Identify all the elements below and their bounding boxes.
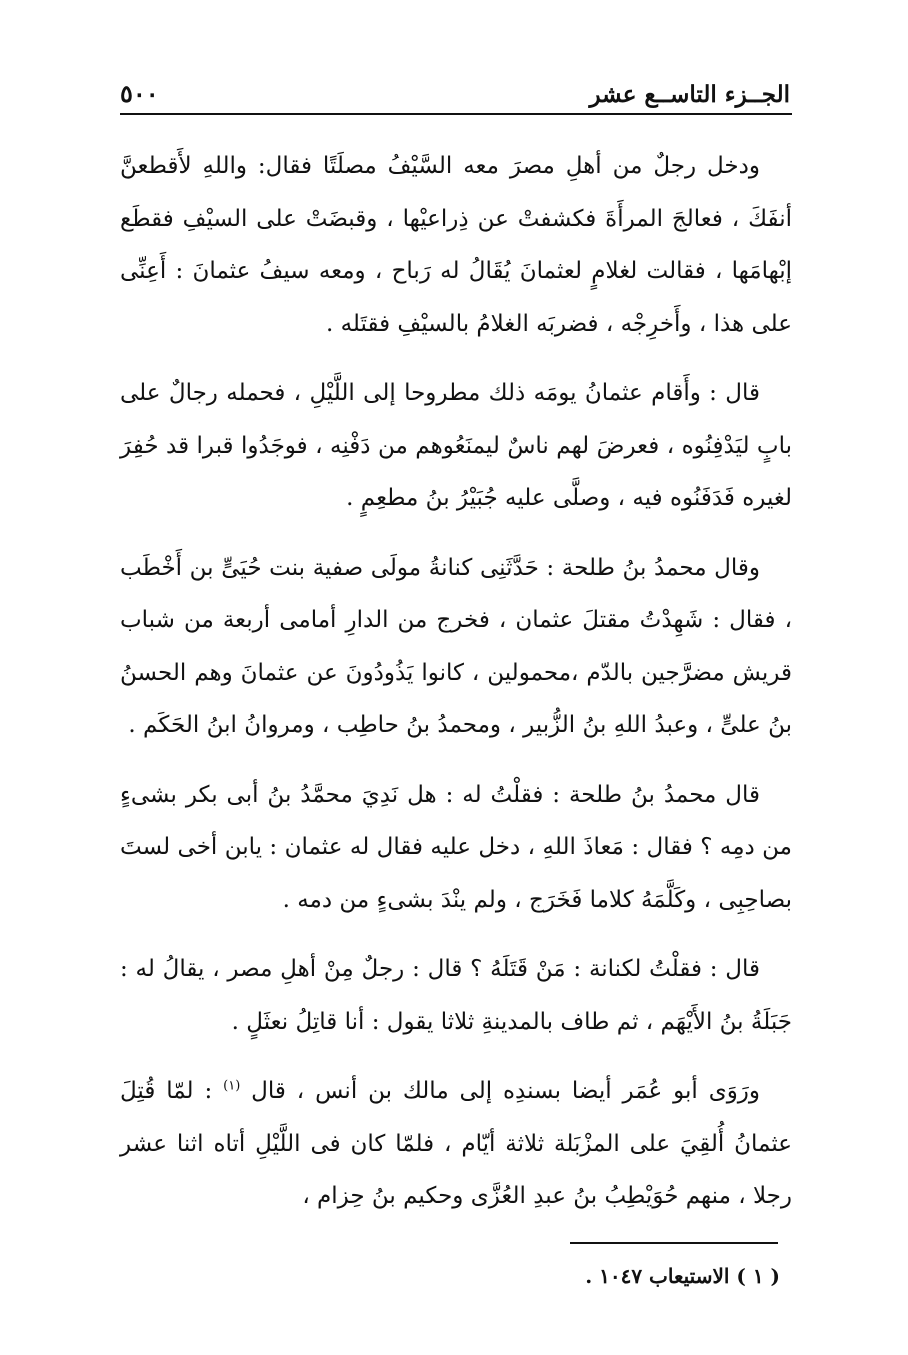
page-body: [120, 140, 792, 1223]
footnote-rule: [570, 1242, 778, 1244]
page-number: ٥٠٠: [120, 79, 159, 108]
footnote: ( ١ ) الاستيعاب ١٠٤٧ .: [585, 1264, 780, 1288]
running-title: الجــزء التاســع عشر: [589, 81, 790, 108]
paragraph: وقال محمدُ بنُ طلحة : حَدَّثَنِى كنانةُ مولَى صفية بنت حُيَىٍّ بن أَخْطَب ، فقال : شَهِدْتُ مقتلَ عثمان ، فخرج من الدارِ أمامى أربعة من شباب قريش مضرَّجين بالدّم ،محمولين ، كانوا يَذُودُونَ عن عثمانَ وهم الحسنُ بنُ علىٍّ ، وعبدُ اللهِ بنُ الزُّبير ، ومحمدُ بنُ حاطِب ، ومروانُ ابنُ الحَكَم .: [120, 554, 792, 738]
paragraph-text: : لمّا قُتِلَ عثمانُ أُلقِيَ على المزْبَلة ثلاثة أيّام ، فلمّا كان فى اللَّيْلِ أتاه اثنا عشر رجلا ، منهم حُوَيْطِبُ بنُ عبدِ العُزَّى وحكيم بنُ حِزام ،: [120, 1078, 792, 1209]
paragraph: قال محمدُ بنُ طلحة : فقلْتُ له : هل نَدِيَ محمَّدُ بنُ أبى بكر بشىءٍ من دمِه ؟ فقال : مَعاذَ اللهِ ، دخل عليه فقال له عثمان : يابن أخى لستَ بصاحِبِى ، وكَلَّمَهُ كلاما فَخَرَج ، ولم ينْدَ بشىءٍ من دمه .: [120, 781, 792, 913]
page-header: [120, 64, 790, 108]
paragraph: قال : وأَقام عثمانُ يومَه ذلك مطروحا إلى اللَّيْلِ ، فحمله رجالٌ على بابٍ ليَدْفِنُوه ، فعرضَ لهم ناسٌ ليمنَعُوهم من دَفْنِه ، فوجَدُوا قبرا قد حُفِرَ لغيره فَدَفَنُوه فيه ، وصلَّى عليه جُبَيْرُ بنُ مطعِمٍ .: [120, 380, 792, 511]
footnote-marker: (١): [223, 1078, 241, 1094]
paragraph: قال : فقلْتُ لكنانة : مَنْ قَتَلَهُ ؟ قال : رجلٌ مِنْ أهلِ مصر ، يقالُ له : جَبَلَةُ بنُ الأَيْهَم ، ثم طاف بالمدينةِ ثلاثا يقول : أنا قاتِلُ نعثَلٍ .: [120, 956, 792, 1035]
header-rule: [120, 113, 792, 115]
paragraph-text: ورَوَى أبو عُمَر أيضا بسندِه إلى مالك بن أنس ، قال: [251, 1078, 761, 1104]
paragraph-last: [120, 1065, 792, 1223]
paragraph: ودخل رجلٌ من أهلِ مصرَ معه السَّيْفُ مصلَتًا فقال: واللهِ لأَقطعنَّ أنفَكَ ، فعالجَ المرأَةَ فكشفتْ عن ذِراعيْها ، وقبضَتْ على السيْفِ فقطَع إبْهامَها ، فقالت لغلامٍ لعثمانَ يُقَالُ له رَباح ، ومعه سيفُ عثمانَ : أَعِنِّى على هذا ، وأَخرِجْه ، فضربَه الغلامُ بالسيْفِ فقتَله .: [120, 153, 792, 337]
